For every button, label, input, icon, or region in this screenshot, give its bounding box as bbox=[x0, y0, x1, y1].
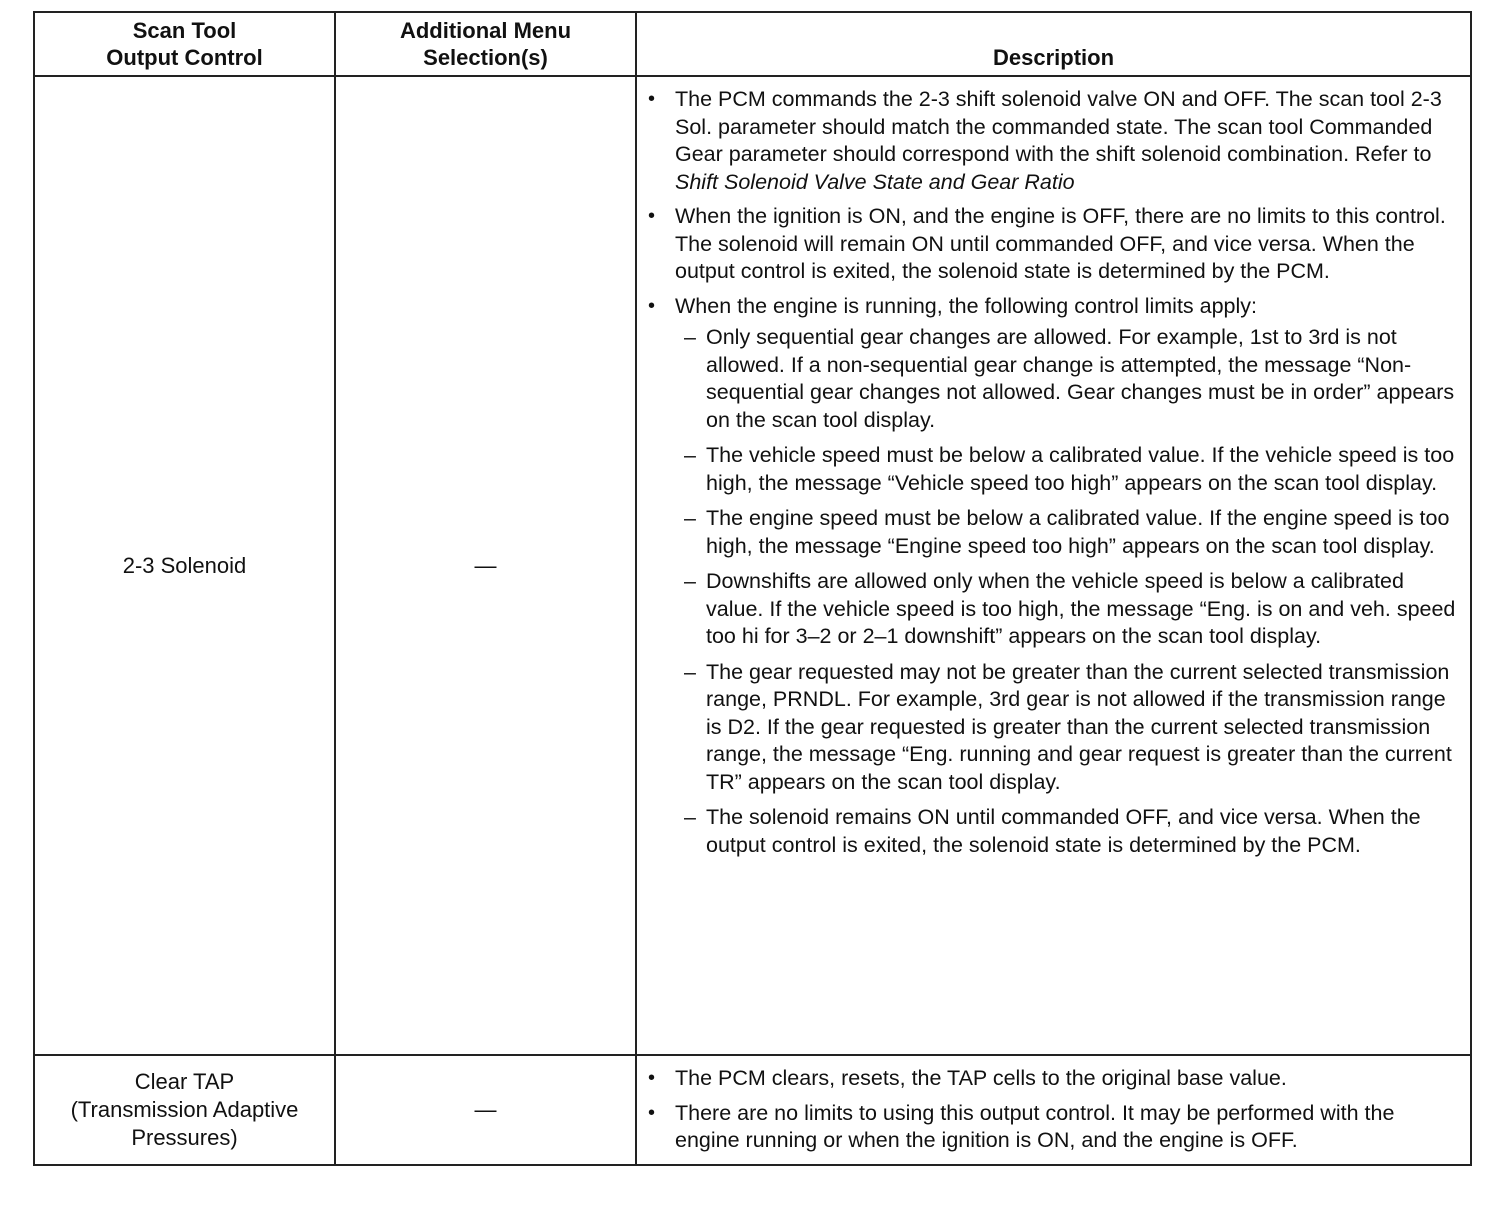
header-description bbox=[636, 12, 1471, 76]
header-line: Additional Menu bbox=[399, 18, 572, 43]
bullet-reference: Shift Solenoid Valve State and Gear Ratio bbox=[675, 169, 1075, 194]
bullet-list bbox=[637, 1065, 1470, 1155]
description-cell bbox=[636, 1055, 1471, 1165]
sub-item: – The vehicle speed must be below a calibrated value. If the vehicle speed is too high, the message “Vehicle speed too high” appears on the scan tool display. bbox=[706, 442, 1462, 497]
header-line: Scan Tool bbox=[132, 18, 237, 43]
sub-item: – The gear requested may not be greater than the current selected transmission range, PRNDL. For example, 3rd gear is not allowed if the transmission range is D2. If the gear requested is greater than the current selected transmission range, the message “Eng. running and gear request is greater than the current TR” appears on the scan tool display. bbox=[706, 659, 1462, 797]
bullet-text: The PCM commands the 2-3 shift solenoid valve ON and OFF. The scan tool 2-3 Sol. parameter should match the commanded state. The scan tool Commanded Gear parameter should correspond with the shift solenoid combination. Refer to bbox=[675, 87, 1442, 166]
sub-item: – The engine speed must be below a calibrated value. If the engine speed is too high, the message “Engine speed too high” appears on the scan tool display. bbox=[706, 505, 1462, 560]
output-control-name: (Transmission Adaptive bbox=[70, 1096, 299, 1122]
bullet-text: There are no limits to using this output control. It may be performed with the engine running or when the ignition is ON, and the engine is OFF. bbox=[675, 1100, 1395, 1152]
bullet-item bbox=[675, 203, 1462, 286]
bullet-item bbox=[675, 1065, 1462, 1093]
table-row bbox=[34, 76, 1471, 1055]
bullet-text: When the engine is running, the following control limits apply: bbox=[675, 293, 1258, 318]
sub-item: – The solenoid remains ON until commanded OFF, and vice versa. When the output control is exited, the solenoid state is determined by the PCM. bbox=[706, 804, 1462, 859]
output-control-name: Pressures) bbox=[131, 1124, 238, 1150]
menu-selection-cell bbox=[335, 1055, 636, 1165]
header-line: Selection(s) bbox=[423, 45, 548, 70]
header-additional-menu-selections bbox=[335, 12, 636, 76]
menu-selection-value: — bbox=[474, 1096, 497, 1122]
output-control-cell bbox=[34, 1055, 335, 1165]
bullet-text: The PCM clears, resets, the TAP cells to the original base value. bbox=[675, 1066, 1287, 1090]
sub-item: – Only sequential gear changes are allowed. For example, 1st to 3rd is not allowed. If a non-sequential gear change is attempted, the message “Non-sequential gear changes not allowed. Gear changes must be in order” appears on the scan tool display. bbox=[706, 324, 1462, 434]
bullet-item bbox=[675, 293, 1462, 860]
output-control-name: 2-3 Solenoid bbox=[122, 552, 247, 578]
sub-item: – Downshifts are allowed only when the vehicle speed is below a calibrated value. If the vehicle speed is too high, the message “Eng. is on and veh. speed too hi for 3–2 or 2–1 downshift” appears on the scan tool display. bbox=[706, 568, 1462, 651]
table-row bbox=[34, 1055, 1471, 1165]
bullet-item bbox=[675, 86, 1462, 196]
menu-selection-value: — bbox=[474, 552, 497, 578]
output-control-cell bbox=[34, 76, 335, 1055]
output-control-name: Clear TAP bbox=[134, 1068, 235, 1094]
description-cell bbox=[636, 76, 1471, 1055]
sub-list bbox=[675, 324, 1462, 859]
header-line: Description bbox=[992, 45, 1115, 70]
bullet-list bbox=[637, 86, 1470, 859]
menu-selection-cell bbox=[335, 76, 636, 1055]
header-scan-tool-output-control bbox=[34, 12, 335, 76]
output-control-table bbox=[33, 11, 1472, 1166]
bullet-text: When the ignition is ON, and the engine is OFF, there are no limits to this control. The solenoid will remain ON until commanded OFF, and vice versa. When the output control is exited, the solenoid state is determined by the PCM. bbox=[675, 204, 1446, 283]
header-row bbox=[34, 12, 1471, 76]
header-line: Output Control bbox=[106, 45, 263, 70]
bullet-item bbox=[675, 1100, 1462, 1155]
